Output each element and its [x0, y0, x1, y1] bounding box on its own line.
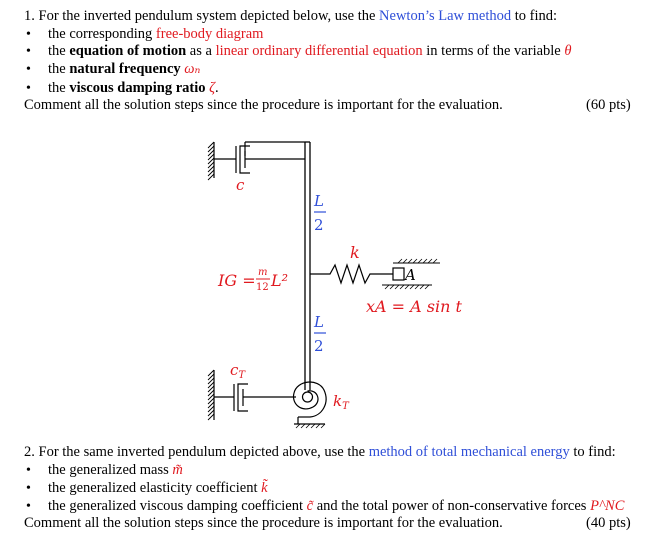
q1-b2-bold: equation of motion: [69, 43, 187, 59]
q1-intro-end: to find:: [511, 8, 558, 24]
q1-b2-mid: as a: [186, 43, 216, 59]
gen-elasticity-symbol: k̃: [261, 480, 268, 496]
pendulum-figure: [0, 118, 666, 448]
svg-text:L²: L²: [271, 271, 289, 290]
q2-comment: Comment all the solution steps since the procedure is important for the evaluation.: [24, 515, 503, 531]
q1-b4-bold: viscous damping ratio: [69, 80, 206, 96]
svg-text:L: L: [314, 192, 324, 210]
q1-bullet-natfreq: [48, 61, 200, 78]
power-nc-symbol: P^NC: [590, 498, 625, 514]
q2-method: method of total mechanical energy: [368, 444, 570, 460]
q2-b1-text: the generalized mass: [48, 462, 173, 478]
bullet-dot: •: [26, 27, 31, 42]
q2-intro-text: 2. For the same inverted pendulum depicted above, use the: [24, 444, 369, 460]
svg-text:2: 2: [314, 216, 324, 234]
q2-b3-text: the generalized viscous damping coefficient: [48, 498, 307, 514]
upper-damper: [214, 142, 305, 173]
q1-b3-bold: natural frequency: [69, 61, 181, 77]
svg-text:m: m: [258, 267, 268, 278]
svg-text:2: 2: [314, 337, 324, 355]
label-cT: $c_T$: [230, 361, 246, 381]
q2-points: (40 pts): [586, 515, 631, 531]
svg-text:L: L: [314, 313, 324, 331]
q1-b2-red: linear ordinary differential equation: [215, 43, 423, 59]
q1-b2-rest: in terms of the variable: [422, 43, 565, 59]
q2-bullet-damping: [48, 498, 624, 515]
q1-intro: [24, 8, 557, 25]
pendulum-rod: [305, 142, 310, 390]
q1-bullet-damping: [48, 80, 219, 97]
q2-b2-text: the generalized elasticity coefficient: [48, 480, 262, 496]
svg-text:12: 12: [256, 282, 269, 293]
theta-symbol: θ: [564, 43, 572, 59]
q1-b4-suffix: .: [215, 80, 219, 96]
bullet-dot: •: [26, 499, 31, 514]
label-half-length-lower: [313, 313, 326, 355]
label-k: k: [350, 243, 360, 262]
q1-bullet-eom: [48, 43, 572, 60]
gen-mass-symbol: m̃: [172, 462, 183, 478]
q2-bullet-elasticity: [48, 480, 268, 497]
gen-damping-symbol: c̃: [306, 498, 314, 514]
lower-damper: [214, 384, 296, 411]
label-xA: xA = A sin t: [366, 297, 462, 316]
q1-b4-prefix: the: [48, 80, 70, 96]
svg-text:IG =: IG =: [218, 271, 256, 290]
svg-text:A: A: [405, 266, 416, 284]
q1-method: Newton’s Law method: [379, 8, 512, 24]
q2-b3-mid: and the total power of non-conservative forces: [313, 498, 591, 514]
bullet-dot: •: [26, 481, 31, 496]
q2-bullet-mass: [48, 462, 183, 479]
bullet-dot: •: [26, 81, 31, 96]
q1-intro-text: 1. For the inverted pendulum system depicted below, use the: [24, 8, 380, 24]
bullet-dot: •: [26, 44, 31, 59]
q1-b1-prefix: the corresponding: [48, 26, 156, 42]
q1-comment: Comment all the solution steps since the procedure is important for the evaluation.: [24, 97, 503, 113]
bullet-dot: •: [26, 62, 31, 77]
q2-intro: [24, 444, 616, 461]
q2-intro-end: to find:: [569, 444, 616, 460]
inertia-label: [217, 267, 288, 293]
q1-b3-prefix: the: [48, 61, 70, 77]
spring-k: [310, 265, 393, 283]
omega-n-symbol: ωₙ: [184, 61, 201, 77]
q1-points: (60 pts): [586, 97, 631, 113]
q1-b2-prefix: the: [48, 43, 70, 59]
q1-b1-red: free-body diagram: [155, 26, 264, 42]
upper-left-wall: [208, 142, 214, 180]
lower-left-wall: [208, 370, 214, 420]
bullet-dot: •: [26, 463, 31, 478]
q1-bullet-fbd: [48, 26, 263, 43]
label-kT: $k_T$: [333, 392, 349, 412]
label-half-length-upper: [313, 192, 326, 234]
label-c: c: [236, 176, 245, 194]
zeta-symbol: ζ: [209, 80, 216, 96]
